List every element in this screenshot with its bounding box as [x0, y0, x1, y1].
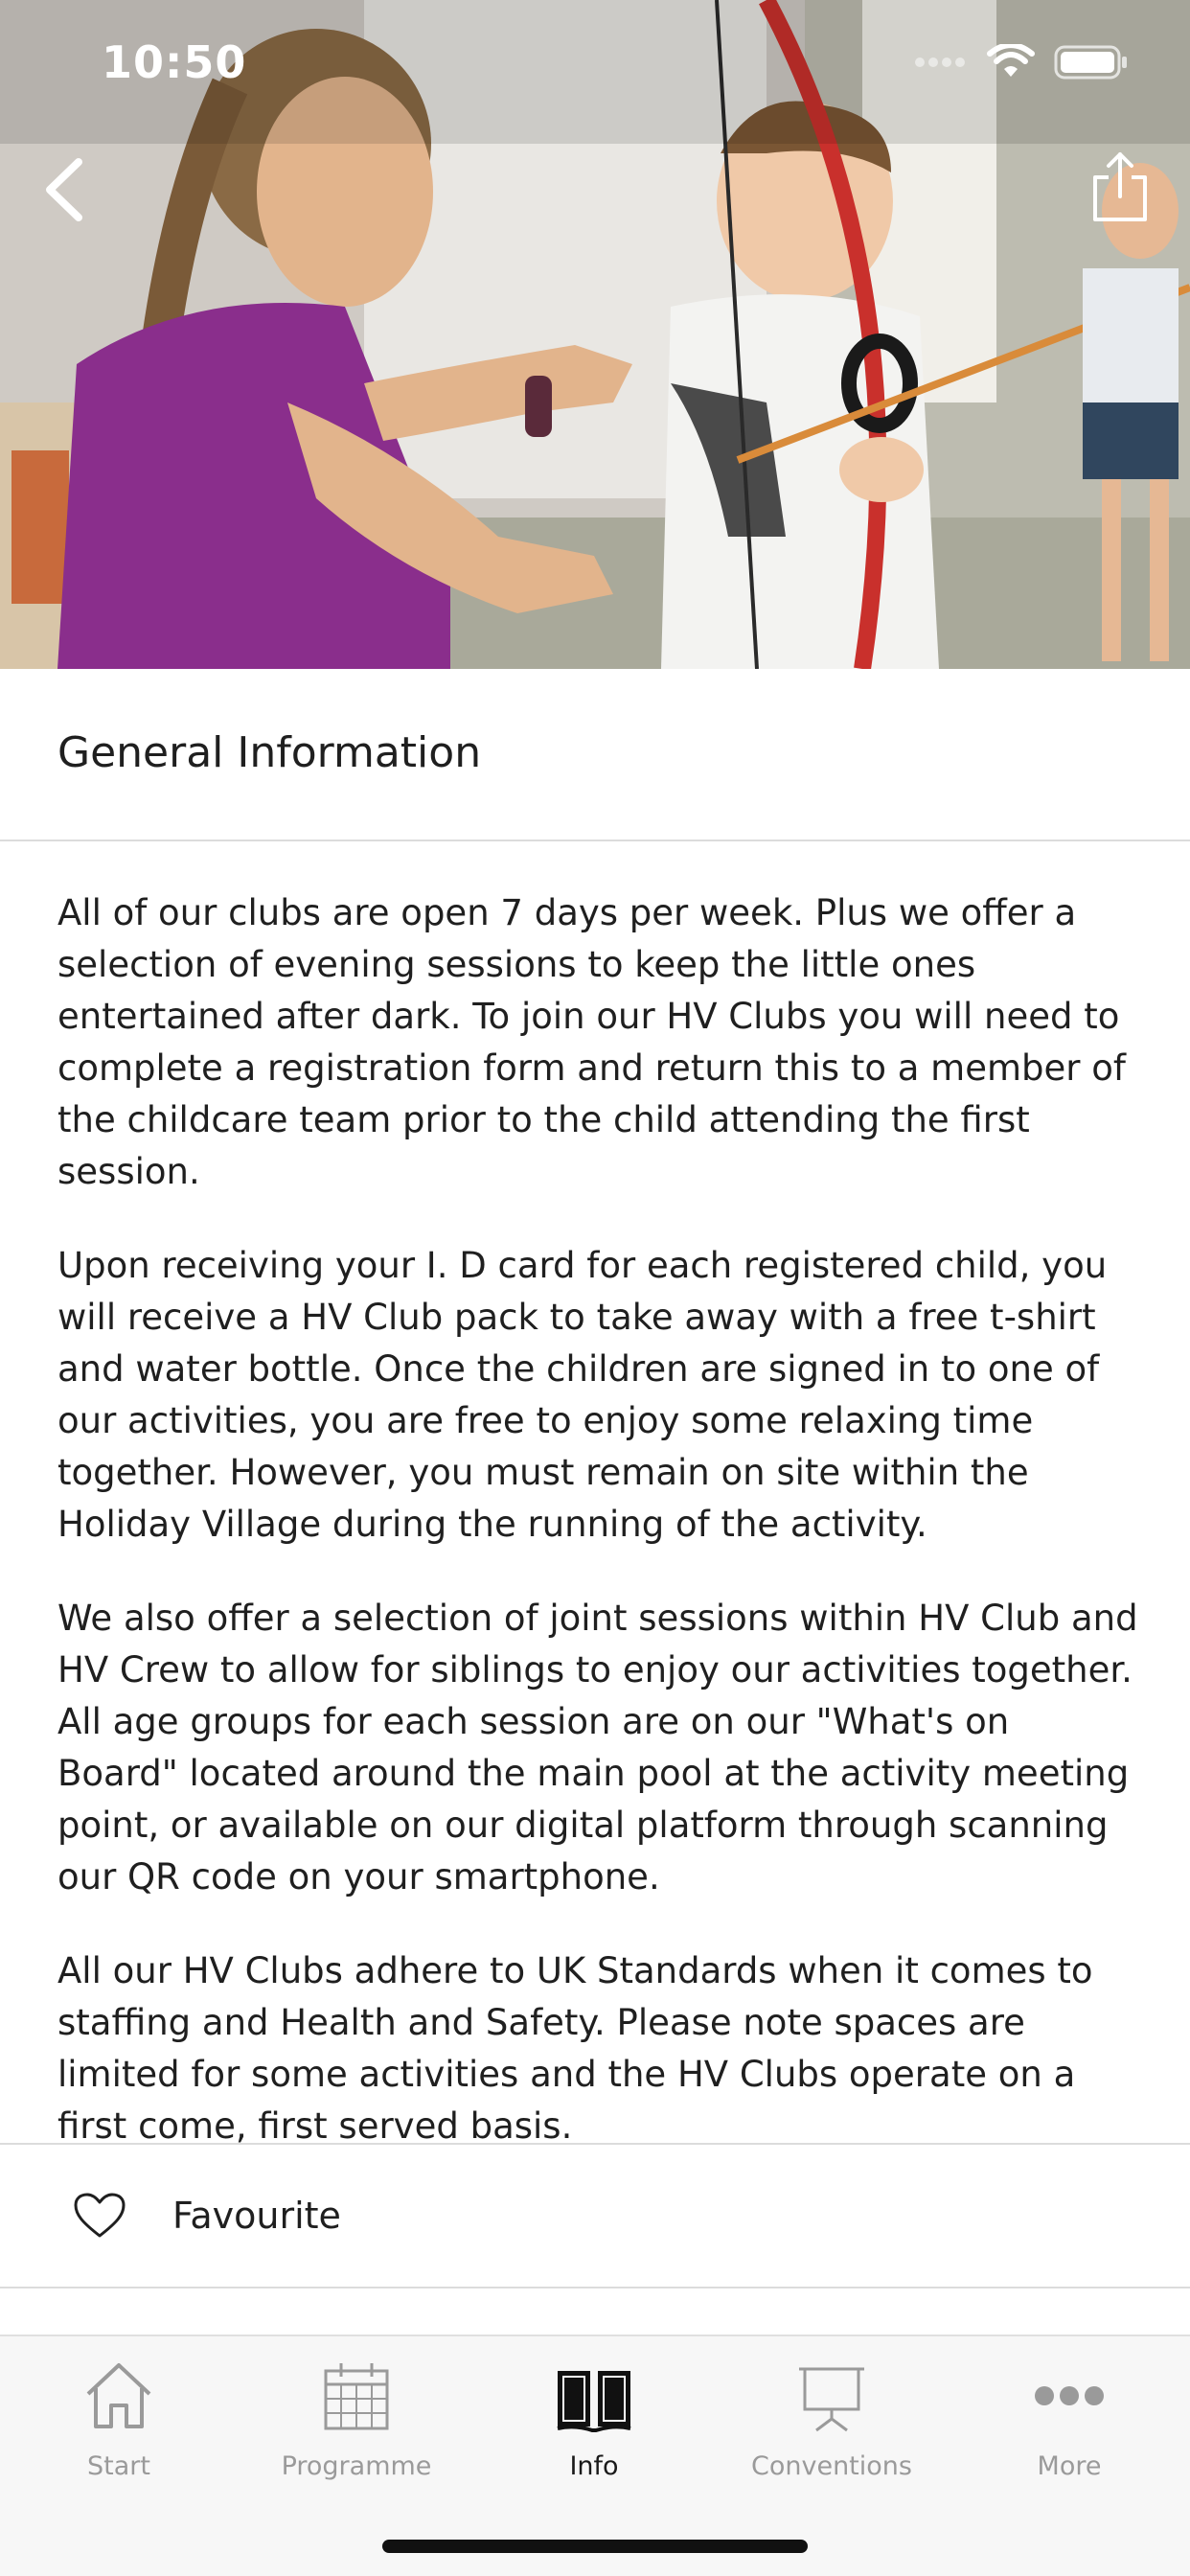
- section-header: [0, 669, 1190, 841]
- paragraph: Upon receiving your I. D card for each registered child, you will receive a HV Club pack to take away with a free t-shirt and water bottle. Once the children are signed in to one of our activities, you are free to enjoy some relaxing time together. However, you must remain on site within the Holiday Village during the running of the activity.: [57, 1245, 1108, 1545]
- wifi-icon: [987, 44, 1035, 80]
- status-time: 10:50: [102, 36, 247, 88]
- tab-conventions[interactable]: [713, 2356, 950, 2499]
- presentation-board-icon: [793, 2356, 870, 2436]
- status-bar: [0, 0, 1190, 126]
- home-icon: [80, 2356, 157, 2436]
- more-dots-icon: [1031, 2356, 1108, 2436]
- favourite-button[interactable]: [0, 2143, 1190, 2288]
- chevron-left-icon: [42, 156, 84, 223]
- favourite-label: Favourite: [172, 2195, 341, 2237]
- tab-programme[interactable]: [238, 2356, 475, 2499]
- tab-label: Programme: [281, 2451, 432, 2481]
- paragraph: All of our clubs are open 7 days per week. Plus we offer a selection of evening sessions to keep the little ones entertained after dark. To join our HV Clubs you will need to complete a registration form and return this to a member of the childcare team prior to the child attending the first session.: [57, 892, 1126, 1192]
- book-icon: [554, 2356, 634, 2436]
- heart-icon: [73, 2192, 126, 2240]
- tab-label: Conventions: [751, 2451, 912, 2481]
- home-indicator[interactable]: [382, 2540, 808, 2553]
- info-body: [57, 887, 1140, 2195]
- paragraph: All our HV Clubs adhere to UK Standards when it comes to staffing and Health and Safety. Please note spaces are limited for some activities and the HV Clubs operate on a first come, first served basis.: [57, 1950, 1093, 2147]
- paragraph: We also offer a selection of joint sessions within HV Club and HV Crew to allow for siblings to enjoy our activities together. All age groups for each session are on our "What's on Board" located around the main pool at the activity meeting point, or available on our digital platform through scanning our QR code on your smartphone.: [57, 1598, 1138, 1898]
- tab-label: Start: [87, 2451, 150, 2481]
- tab-label: Info: [569, 2451, 619, 2481]
- tab-info[interactable]: [475, 2356, 713, 2499]
- signal-icon: [914, 56, 968, 69]
- battery-icon: [1054, 45, 1129, 80]
- hero-image: [0, 0, 1190, 669]
- tab-more[interactable]: [950, 2356, 1188, 2499]
- tab-label: More: [1037, 2451, 1102, 2481]
- section-title: General Information: [57, 728, 482, 777]
- status-icons: [914, 44, 1129, 80]
- tab-start[interactable]: [0, 2356, 238, 2499]
- share-icon: [1089, 150, 1151, 223]
- share-button[interactable]: [1077, 144, 1163, 230]
- calendar-icon: [318, 2356, 395, 2436]
- back-button[interactable]: [25, 150, 102, 230]
